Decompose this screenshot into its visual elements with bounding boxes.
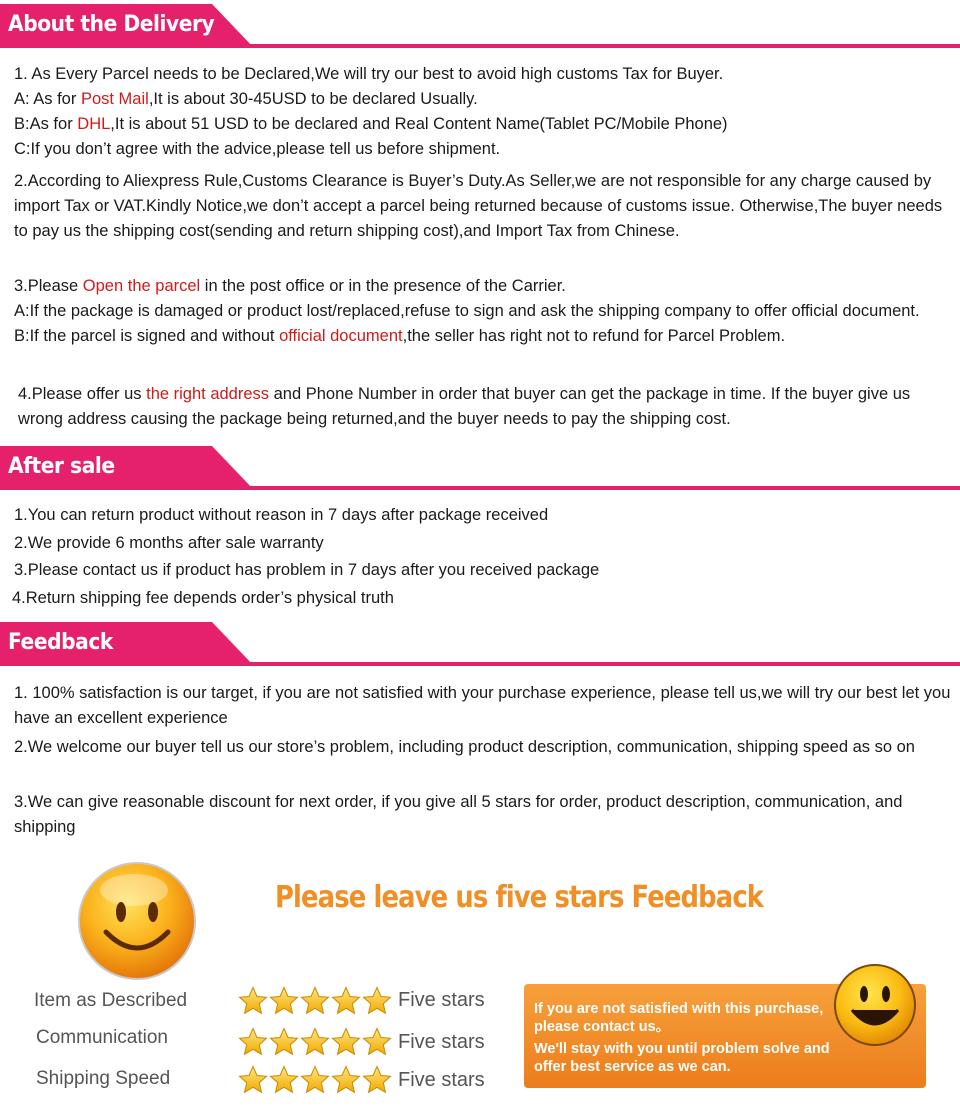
rating-stars	[238, 1027, 388, 1057]
text-line: A: As for Post Mail,It is about 30-45USD to be declared Usually.	[14, 90, 478, 108]
rating-label: Item as Described	[34, 990, 188, 1011]
feedback-banner-title: Please leave us five stars Feedback	[275, 880, 764, 915]
highlight-text: official document	[279, 327, 403, 345]
star-icon	[331, 1027, 361, 1057]
message-text: We'll stay with you until problem solve and offer best service as we can.	[534, 1041, 830, 1075]
list-item: 2.We provide 6 months after sale warranty	[14, 533, 324, 552]
highlight-text: Post Mail	[80, 90, 149, 108]
header-tab	[0, 4, 254, 48]
text-line: A:If the package is damaged or product lost/replaced,refuse to sign and ask the shipping company to offer official document.	[14, 302, 920, 320]
star-icon	[269, 1065, 299, 1095]
star-icon	[238, 1065, 268, 1095]
star-icon	[269, 986, 299, 1016]
rating-label: Shipping Speed	[36, 1068, 171, 1089]
section-title: Feedback	[8, 630, 113, 655]
star-icon	[362, 986, 392, 1016]
list-item: 4.Return shipping fee depends order’s physical truth	[12, 588, 394, 607]
message-text: If you are not satisfied with this purchase, please contact us。	[534, 1001, 824, 1035]
section-title: About the Delivery	[8, 12, 215, 37]
star-icon	[362, 1065, 392, 1095]
rating-label: Communication	[36, 1027, 168, 1048]
delivery-paragraph-1	[14, 62, 949, 162]
text-line: 3.Please Open the parcel in the post office or in the presence of the Carrier.	[14, 277, 566, 295]
delivery-paragraph-3	[14, 274, 934, 349]
highlight-text: the right address	[146, 385, 270, 403]
text-line: B:If the parcel is signed and without official document,the seller has right not to refund for Parcel Problem.	[14, 327, 786, 345]
delivery-paragraph-4: 4.Please offer us the right address and Phone Number in order that buyer can get the package in time. If the buyer give us wrong address causing the package being returned,and the buyer needs to pay the shipping cost.	[18, 385, 911, 428]
header-tab	[0, 446, 254, 490]
feedback-item-1: 1. 100% satisfaction is our target, if you are not satisfied with your purchase experience, please tell us,we will try our best let you have an excellent experience	[14, 684, 951, 727]
star-icon	[331, 1065, 361, 1095]
star-icon	[300, 1065, 330, 1095]
text-line: B:As for DHL,It is about 51 USD to be declared and Real Content Name(Tablet PC/Mobile Phone)	[14, 115, 728, 133]
section-header-feedback	[0, 622, 960, 666]
feedback-item-2: 2.We welcome our buyer tell us our store’s problem, including product description, communication, shipping speed as so on	[14, 738, 915, 756]
section-header-after-sale	[0, 446, 960, 490]
section-header-delivery	[0, 4, 960, 48]
star-icon	[362, 1027, 392, 1057]
text-line: C:If you don’t agree with the advice,please tell us before shipment.	[14, 140, 501, 158]
star-icon	[300, 986, 330, 1016]
smiley-face-icon	[76, 860, 198, 982]
star-icon	[238, 1027, 268, 1057]
list-item: 1.You can return product without reason in 7 days after package received	[14, 506, 549, 524]
highlight-text: DHL	[77, 115, 111, 133]
highlight-text: Open the parcel	[82, 277, 201, 295]
rating-stars	[238, 1065, 388, 1095]
feedback-item-3: 3.We can give reasonable discount for next order, if you give all 5 stars for order, product description, communication, and shipping	[14, 793, 903, 836]
rating-text: Five stars	[398, 989, 485, 1011]
smiley-face-icon	[832, 962, 918, 1048]
delivery-paragraph-2: 2.According to Aliexpress Rule,Customs Clearance is Buyer’s Duty.As Seller,we are not responsible for any charge caused by import Tax or VAT.Kindly Notice,we don’t accept a parcel being returned because of customs issue. Otherwise,The buyer needs to pay us the shipping cost(sending and return shipping cost),and Import Tax from Chinese.	[14, 172, 943, 240]
rating-text: Five stars	[398, 1069, 485, 1091]
rating-stars	[238, 986, 388, 1016]
header-tab	[0, 622, 254, 666]
star-icon	[238, 986, 268, 1016]
star-icon	[331, 986, 361, 1016]
after-sale-list	[14, 502, 949, 612]
text-line: 1. As Every Parcel needs to be Declared,We will try our best to avoid high customs Tax for Buyer.	[14, 65, 724, 83]
section-title: After sale	[8, 454, 115, 479]
star-icon	[300, 1027, 330, 1057]
list-item: 3.Please contact us if product has problem in 7 days after you received package	[14, 561, 600, 579]
star-icon	[269, 1027, 299, 1057]
rating-text: Five stars	[398, 1031, 485, 1053]
